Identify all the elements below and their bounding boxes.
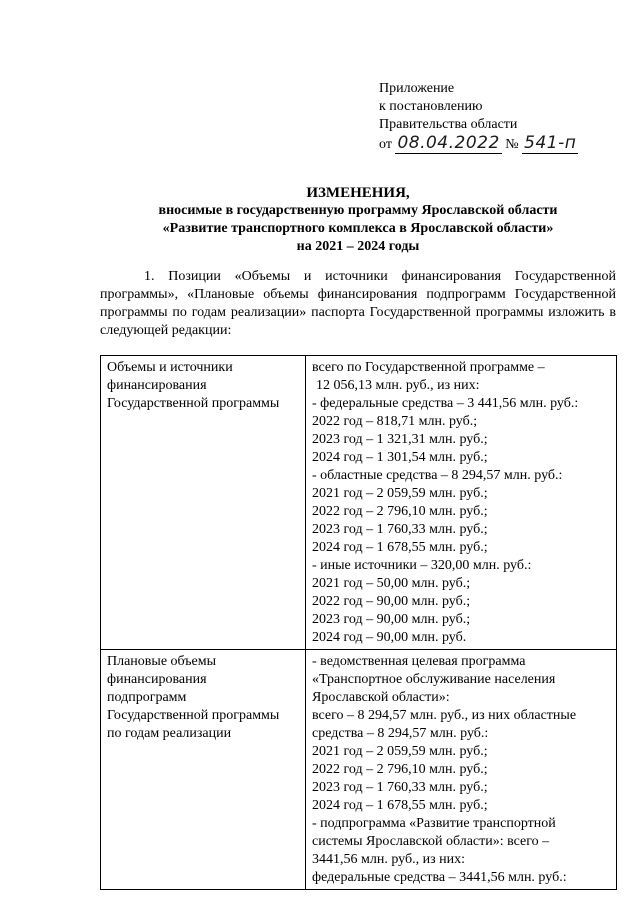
content-line: Ярославской области»:	[312, 690, 450, 705]
content-line: - подпрограмма «Развитие транспортной	[312, 816, 556, 831]
content-line: 2024 год – 1 301,54 млн. руб.;	[312, 450, 488, 465]
content-line: 2024 год – 1 678,55 млн. руб.;	[312, 540, 488, 555]
from-label: от	[379, 137, 392, 152]
document-title	[100, 184, 616, 256]
label-line: подпрограмм	[107, 690, 187, 705]
content-line: 2023 год – 1 321,31 млн. руб.;	[312, 432, 488, 447]
content-line: 2021 год – 2 059,59 млн. руб.;	[312, 486, 488, 501]
content-line: 2022 год – 2 796,10 млн. руб.;	[312, 504, 488, 519]
content-line: 2022 год – 90,00 млн. руб.;	[312, 594, 471, 609]
table-row	[101, 650, 617, 890]
content-line: всего – 8 294,57 млн. руб., из них областные	[312, 708, 577, 723]
annex-date-line	[379, 134, 578, 154]
title-line-3: «Развитие транспортного комплекса в Ярославской области»	[162, 221, 554, 236]
handwritten-date: 08.04.2022	[397, 133, 500, 153]
content-line: 2022 год – 2 796,10 млн. руб.;	[312, 762, 488, 777]
content-line: системы Ярославской области»: всего –	[312, 834, 550, 849]
intro-text: 1. Позиции «Объемы и источники финансирования Государственной программы», «Плановые объемы финансирования подпрограмм Государственной программы по годам реализации» паспорта Государственной программы изложить в следующей редакции:	[100, 269, 616, 338]
label-line: по годам реализации	[107, 726, 232, 741]
annex-line-3: Правительства области	[379, 117, 518, 132]
content-line: 2023 год – 1 760,33 млн. руб.;	[312, 780, 488, 795]
label-line: Государственной программы	[107, 708, 280, 723]
annex-block	[379, 80, 578, 154]
number-label: №	[505, 137, 519, 152]
row-label-cell	[101, 356, 306, 650]
table-row	[101, 356, 617, 650]
handwritten-number: 541-п	[524, 133, 577, 153]
content-line: 12 056,13 млн. руб., из них:	[316, 378, 480, 393]
label-line: финансирования	[107, 672, 207, 687]
annex-line-2: к постановлению	[379, 99, 483, 114]
row-content-cell	[306, 356, 617, 650]
content-line: - областные средства – 8 294,57 млн. руб.:	[312, 468, 563, 483]
label-line: Государственной программы	[107, 396, 280, 411]
title-line-2: вносимые в государственную программу Ярославской области	[158, 203, 558, 218]
content-line: 2021 год – 2 059,59 млн. руб.;	[312, 744, 488, 759]
content-line: 2021 год – 50,00 млн. руб.;	[312, 576, 471, 591]
content-line: всего по Государственной программе –	[312, 360, 545, 375]
content-line: средства – 8 294,57 млн. руб.:	[312, 726, 489, 741]
content-line: 2024 год – 90,00 млн. руб.	[312, 630, 467, 645]
row-content-cell	[306, 650, 617, 890]
content-line: 3441,56 млн. руб., из них:	[312, 852, 465, 867]
annex-line-1: Приложение	[379, 81, 455, 96]
label-line: финансирования	[107, 378, 207, 393]
content-line: «Транспортное обслуживание населения	[312, 672, 556, 687]
title-line-4: на 2021 – 2024 годы	[296, 239, 420, 254]
content-line: 2023 год – 1 760,33 млн. руб.;	[312, 522, 488, 537]
content-line: 2024 год – 1 678,55 млн. руб.;	[312, 798, 488, 813]
label-line: Плановые объемы	[107, 654, 217, 669]
content-line: 2022 год – 818,71 млн. руб.;	[312, 414, 478, 429]
content-line: - ведомственная целевая программа	[312, 654, 526, 669]
row-label-cell	[101, 650, 306, 890]
title-heading: ИЗМЕНЕНИЯ,	[306, 185, 410, 201]
content-line: - иные источники – 320,00 млн. руб.:	[312, 558, 532, 573]
passport-table	[100, 355, 617, 890]
content-line: 2023 год – 90,00 млн. руб.;	[312, 612, 471, 627]
content-line: - федеральные средства – 3 441,56 млн. руб.:	[312, 396, 579, 411]
label-line: Объемы и источники	[107, 360, 233, 375]
content-line: федеральные средства – 3441,56 млн. руб.:	[312, 870, 567, 885]
intro-paragraph	[100, 268, 616, 340]
